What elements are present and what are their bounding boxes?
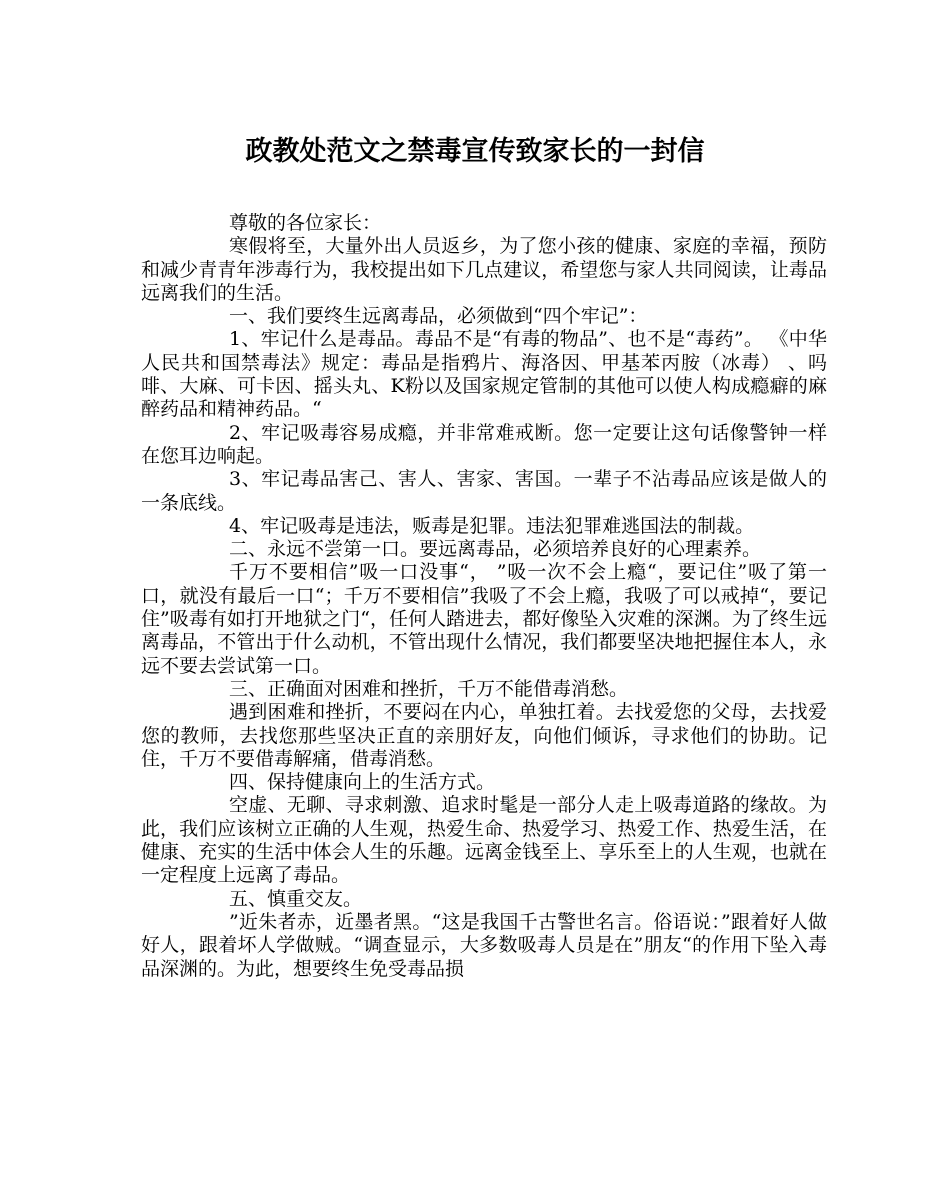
section-3-paragraph: 遇到困难和挫折，不要闷在内心，单独扛着。去找爱您的父母，去找爱您的教师，去找您那些坚决正直的亲朋好友，向他们倾诉，寻求他们的协助。记住，千万不要借毒解痛，借毒消愁。 (141, 701, 827, 770)
section-heading-5: 五、慎重交友。 (229, 887, 363, 910)
intro-paragraph: 寒假将至，大量外出人员返乡，为了您小孩的健康、家庭的幸福，预防和减少青青年涉毒行为，我校提出如下几点建议，希望您与家人共同阅读，让毒品远离我们的生活。 (141, 235, 827, 304)
point-1-paragraph: 1、牢记什么是毒品。毒品不是“有毒的物品”、也不是“毒药”。 《中华人民共和国禁毒法》规定：毒品是指鸦片、海洛因、甲基苯丙胺（冰毒） 、吗啡、大麻、可卡因、摇头丸、K粉以及国家规定管制的其他可以使人构成瘾癖的麻醉药品和精神药品。“ (141, 328, 827, 421)
section-2-paragraph: 千万不要相信”吸一口没事“， ”吸一次不会上瘾“，要记住”吸了第一口，就没有最后一口“；千万不要相信”我吸了不会上瘾，我吸了可以戒掉“，要记住”吸毒有如打开地狱之门“，任何人踏进去，都好像坠入灾难的深渊。为了终生远离毒品，不管出于什么动机，不管出现什么情况，我们都要坚决地把握住本人，永远不要去尝试第一口。 (141, 561, 827, 677)
section-heading-2: 二、永远不尝第一口。要远离毒品，必须培养良好的心理素养。 (229, 538, 762, 561)
salutation: 尊敬的各位家长： (229, 212, 382, 234)
section-heading-3: 三、正确面对困难和挫折，千万不能借毒消愁。 (229, 677, 629, 700)
section-5-paragraph: ”近朱者赤，近墨者黑。“这是我国千古警世名言。俗语说：”跟着好人做好人，跟着坏人学做贼。“调查显示，大多数吸毒人员是在”朋友“的作用下坠入毒品深渊的。为此，想要终生免受毒品损 (141, 910, 827, 980)
section-heading-4: 四、保持健康向上的生活方式。 (229, 771, 496, 794)
point-3-paragraph: 3、牢记毒品害己、害人、害家、害国。一辈子不沾毒品应该是做人的一条底线。 (141, 468, 827, 514)
section-4-paragraph: 空虚、无聊、寻求刺激、追求时髦是一部分人走上吸毒道路的缘故。为此，我们应该树立正确的人生观，热爱生命、热爱学习、热爱工作、热爱生活，在健康、充实的生活中体会人生的乐趣。远离金钱至上、享乐至上的人生观，也就在一定程度上远离了毒品。 (141, 794, 827, 887)
letter-body (141, 212, 827, 981)
document-title: 政教处范文之禁毒宣传致家长的一封信 (245, 136, 705, 167)
section-heading-1: 一、我们要终生远离毒品，必须做到“四个牢记”： (229, 305, 648, 328)
point-4-paragraph: 4、牢记吸毒是违法，贩毒是犯罪。违法犯罪难逃国法的制裁。 (229, 514, 755, 537)
point-2-paragraph: 2、牢记吸毒容易成瘾，并非常难戒断。您一定要让这句话像警钟一样在您耳边响起。 (141, 421, 827, 467)
